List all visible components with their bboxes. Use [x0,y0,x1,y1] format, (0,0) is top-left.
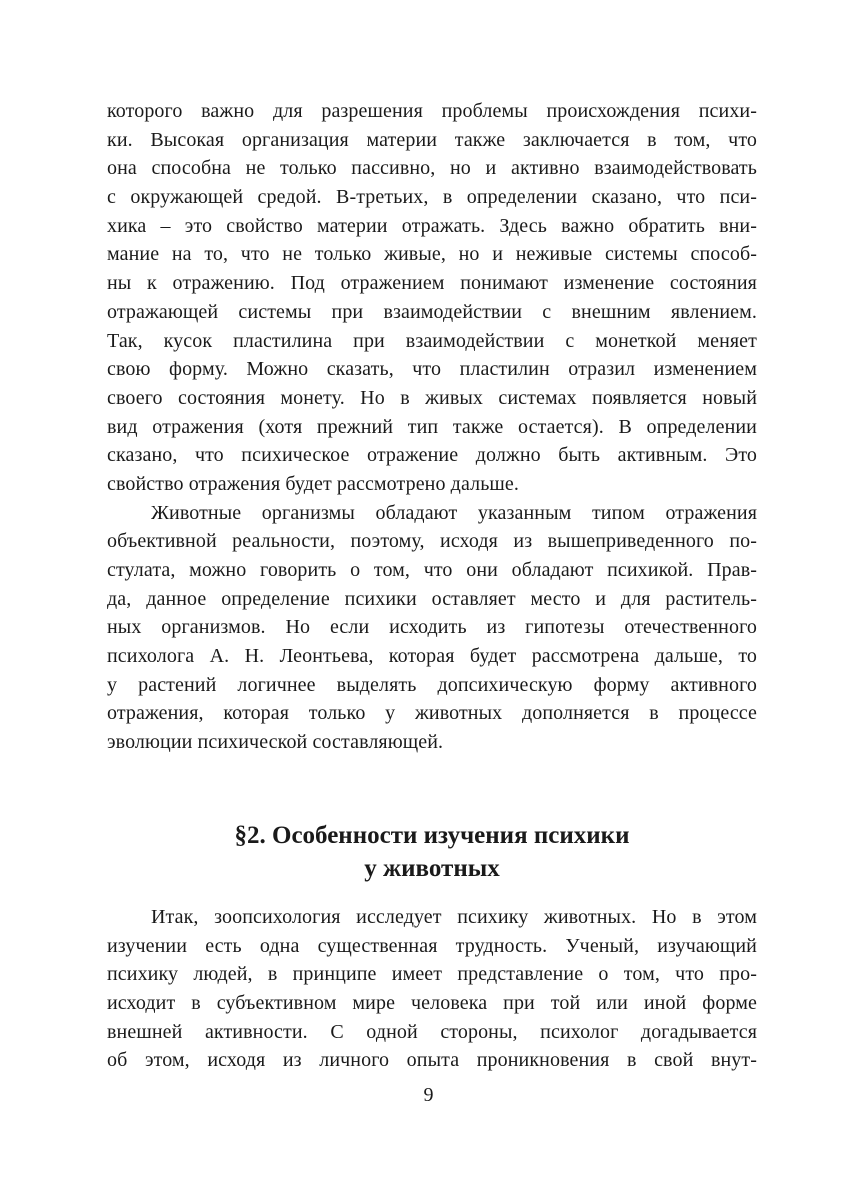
text-line: сказано, что психическое отражение должно быть активным. Это [107,444,757,467]
body-text-bottom [107,903,757,1075]
page-number: 9 [423,1084,434,1106]
text-line: Итак, зоопсихология исследует психику животных. Но в этом [151,906,757,928]
section-heading-line: §2. Особенности изучения психики [234,822,630,849]
text-line: стулата, можно говорить о том, что они обладают психикой. Прав- [107,559,757,581]
text-line: психику людей, в принципе имеет представление о том, что про- [107,963,757,986]
text-line: психолога А. Н. Леонтьева, которая будет рассмотрена дальше, то [107,645,757,668]
text-line: которого важно для разрешения проблемы происхождения психи- [107,100,757,122]
section-heading-line: у животных [364,855,500,882]
body-text-top [107,97,757,757]
text-line: ных организмов. Но если исходить из гипотезы отечественного [107,616,757,639]
text-line: отражения, которая только у животных дополняется в процессе [107,702,757,725]
text-line: у растений логичнее выделять допсихическую форму активного [107,673,757,696]
text-line: ки. Высокая организация материи также заключается в том, что [107,128,757,151]
text-line: свою форму. Можно сказать, что пластилин отразил изменением [107,358,757,381]
text-line: вид отражения (хотя прежний тип также остается). В определении [107,415,757,438]
text-line: она способна не только пассивно, но и активно взаимодействовать [107,157,757,180]
text-line: внешней активности. С одной стороны, психолог догадывается [107,1020,757,1043]
text-line: своего состояния монету. Но в живых системах появляется новый [107,386,757,409]
section-heading [107,819,757,885]
text-line: да, данное определение психики оставляет место и для раститель- [107,587,757,610]
text-line: Так, кусок пластилина при взаимодействии с монеткой меняет [107,329,757,352]
text-line: исходит в субъективном мире человека при той или иной форме [107,992,757,1015]
text-line: ны к отражению. Под отражением понимают изменение состояния [107,272,757,295]
paragraph-continued [107,97,757,499]
text-line: изучении есть одна существенная трудность. Ученый, изучающий [107,934,757,957]
paragraph [107,903,757,1075]
text-line: эволюции психической составляющей. [107,731,444,754]
paragraph [107,499,757,757]
text-line: свойство отражения будет рассмотрено дальше. [107,472,519,495]
text-line: с окружающей средой. В-третьих, в определении сказано, что пси- [107,186,757,209]
text-line: мание на то, что не только живые, но и неживые системы способ- [107,243,757,266]
text-line: об этом, исходя из личного опыта проникновения в свой внут- [107,1049,757,1072]
text-line: Животные организмы обладают указанным типом отражения [151,501,757,524]
text-line: хика – это свойство материи отражать. Здесь важно обратить вни- [107,214,757,237]
text-line: объективной реальности, поэтому, исходя из вышеприведенного по- [107,530,757,553]
text-line: отражающей системы при взаимодействии с внешним явлением. [107,300,757,323]
